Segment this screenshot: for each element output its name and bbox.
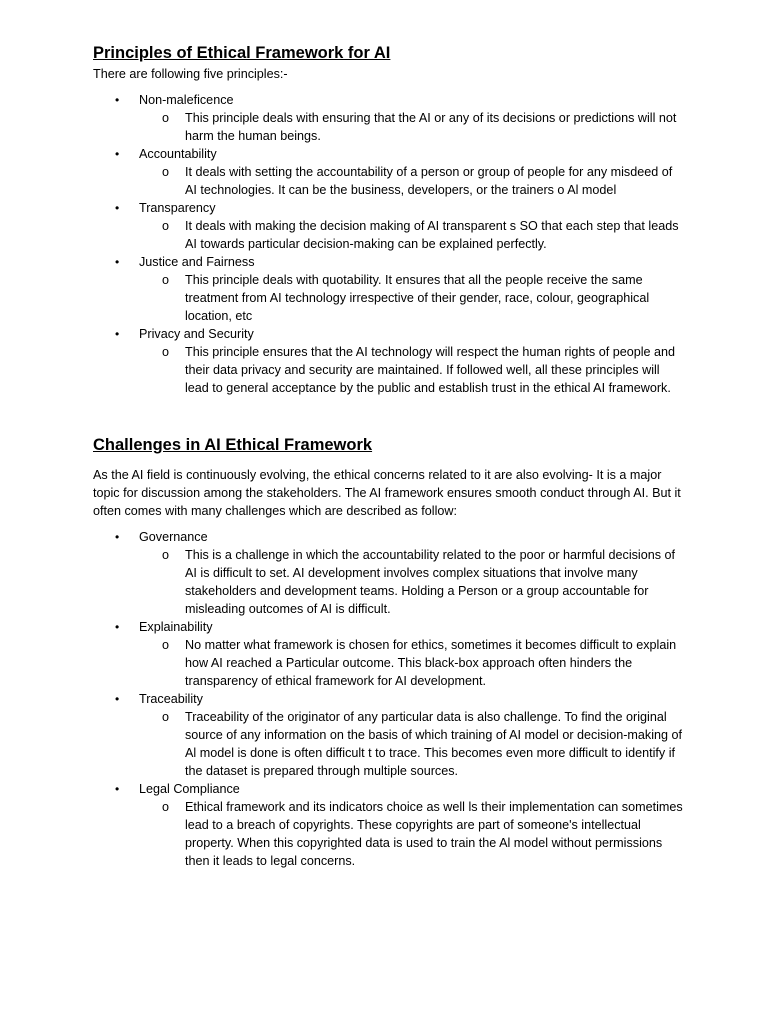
list-item: [93, 253, 683, 325]
bullet-icon: •: [115, 620, 120, 634]
bullet-icon: •: [115, 147, 120, 161]
sub-list-item: [139, 271, 683, 325]
principles-list: [93, 91, 683, 397]
bullet-icon: •: [115, 255, 120, 269]
sub-list-item: [139, 546, 683, 618]
circle-bullet-icon: o: [162, 219, 170, 233]
list-item: [93, 145, 683, 199]
sub-list: [139, 636, 683, 690]
challenge-detail: This is a challenge in which the accountability related to the poor or harmful decisions of AI is difficult to set. AI development involves complex situations that involve many stakeholders and development teams. Holding a Person or a group accountable for misleading outcomes of AI is difficult.: [185, 548, 676, 616]
sub-list-item: [139, 109, 683, 145]
list-item: [93, 618, 683, 690]
principle-detail: This principle deals with quotability. It ensures that all the people receive the same treatment from AI technology irrespective of their gender, race, colour, geographical location, etc: [185, 273, 650, 323]
circle-bullet-icon: o: [162, 345, 170, 359]
sub-list: [139, 708, 683, 780]
challenges-section: [93, 435, 683, 870]
principle-detail: This principle deals with ensuring that the AI or any of its decisions or predictions will not harm the human beings.: [185, 111, 677, 143]
list-item: [93, 690, 683, 780]
sub-list-item: [139, 343, 683, 397]
list-item: [93, 325, 683, 397]
circle-bullet-icon: o: [162, 111, 170, 125]
bullet-icon: •: [115, 782, 120, 796]
principles-intro: There are following five principles:-: [93, 67, 288, 81]
sub-list-item: [139, 636, 683, 690]
list-item: [93, 199, 683, 253]
challenge-label: Governance: [139, 530, 208, 544]
bullet-icon: •: [115, 201, 120, 215]
challenges-intro: As the AI field is continuously evolving, the ethical concerns related to it are also evolving- It is a major topic for discussion among the stakeholders. The AI framework ensures smooth conduct through AI. But it often comes with many challenges which are described as follow:: [93, 468, 681, 518]
bullet-icon: •: [115, 530, 120, 544]
sub-list-item: [139, 708, 683, 780]
sub-list: [139, 271, 683, 325]
sub-list: [139, 343, 683, 397]
bullet-icon: •: [115, 93, 120, 107]
circle-bullet-icon: o: [162, 638, 170, 652]
sub-list: [139, 163, 683, 199]
challenge-detail: Traceability of the originator of any particular data is also challenge. To find the original source of any information on the basis of which training of AI model or decision-making of Al model is done is often difficult t to trace. This becomes even more difficult to identify if the dataset is prepared through multiple sources.: [185, 710, 683, 778]
sub-list-item: [139, 217, 683, 253]
principle-detail: It deals with setting the accountability of a person or group of people for any misdeed of AI technologies. It can be the business, developers, or the trainers o Al model: [185, 165, 673, 197]
principle-label: Accountability: [139, 147, 217, 161]
challenge-label: Traceability: [139, 692, 203, 706]
principle-label: Privacy and Security: [139, 327, 254, 341]
list-item: [93, 91, 683, 145]
bullet-icon: •: [115, 327, 120, 341]
sub-list-item: [139, 798, 683, 870]
circle-bullet-icon: o: [162, 273, 170, 287]
challenge-label: Explainability: [139, 620, 213, 634]
challenge-detail: Ethical framework and its indicators choice as well ls their implementation can sometimes lead to a breach of copyrights. These copyrights are part of someone's intellectual property. When this copyrighted data is used to train the Al model without permissions then it leads to legal concerns.: [185, 800, 683, 868]
challenges-list: [93, 528, 683, 870]
list-item: [93, 528, 683, 618]
sub-list: [139, 217, 683, 253]
circle-bullet-icon: o: [162, 548, 170, 562]
principles-section: [93, 43, 683, 397]
circle-bullet-icon: o: [162, 800, 170, 814]
circle-bullet-icon: o: [162, 710, 170, 724]
sub-list: [139, 109, 683, 145]
document-page: [93, 43, 683, 870]
sub-list: [139, 546, 683, 618]
challenges-heading: Challenges in AI Ethical Framework: [93, 436, 373, 454]
principle-detail: This principle ensures that the AI technology will respect the human rights of people and their data privacy and security are maintained. If followed well, all these principles will lead to general acceptance by the public and establish trust in the ethical AI framework.: [185, 345, 676, 395]
list-item: [93, 780, 683, 870]
sub-list: [139, 798, 683, 870]
principle-label: Non-maleficence: [139, 93, 234, 107]
principle-detail: It deals with making the decision making of AI transparent s SO that each step that leads AI towards particular decision-making can be explained perfectly.: [185, 219, 679, 251]
principle-label: Transparency: [139, 201, 216, 215]
principles-heading: Principles of Ethical Framework for AI: [93, 44, 391, 62]
sub-list-item: [139, 163, 683, 199]
challenge-detail: No matter what framework is chosen for ethics, sometimes it becomes difficult to explain how AI reached a Particular outcome. This black-box approach often hinders the transparency of ethical framework for AI development.: [185, 638, 677, 688]
circle-bullet-icon: o: [162, 165, 170, 179]
challenge-label: Legal Compliance: [139, 782, 240, 796]
bullet-icon: •: [115, 692, 120, 706]
principle-label: Justice and Fairness: [139, 255, 255, 269]
